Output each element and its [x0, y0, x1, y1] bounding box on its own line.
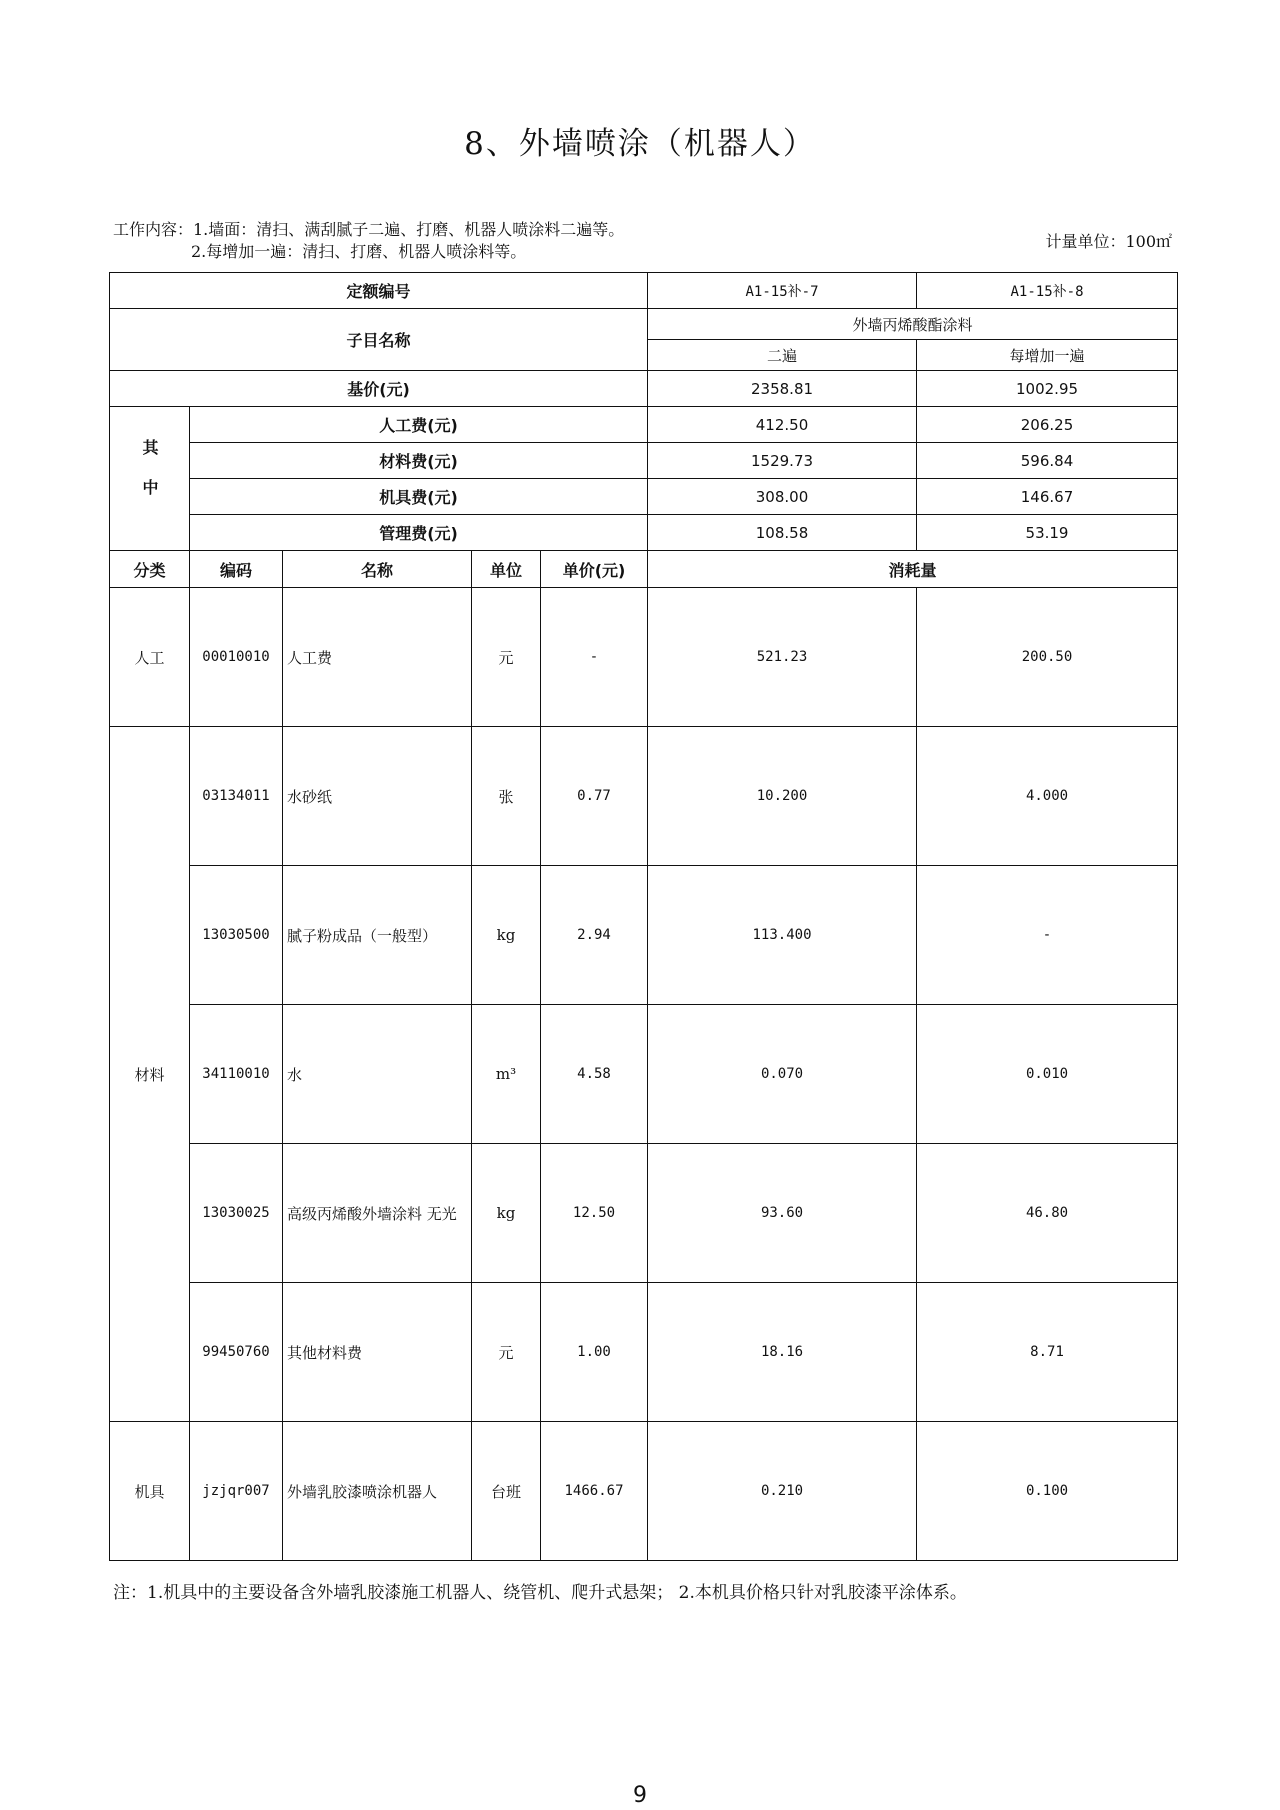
- consumption-1-cell: 113.400: [648, 866, 917, 1005]
- machine-cost-label: 机具费(元): [190, 479, 648, 515]
- table-row: [110, 1422, 1178, 1561]
- table-row: [110, 1283, 1178, 1422]
- quota-table: [109, 272, 1178, 1561]
- work-content-line-1: 工作内容：1.墙面：清扫、满刮腻子二遍、打磨、机器人喷涂料二遍等。: [113, 220, 625, 239]
- item-name-cell: 人工费: [283, 588, 472, 727]
- category-cell: 机具: [110, 1422, 190, 1561]
- base-price-1: 2358.81: [648, 371, 917, 407]
- labor-cost-2: 206.25: [917, 407, 1178, 443]
- item-price-cell: 0.77: [541, 727, 648, 866]
- management-cost-2: 53.19: [917, 515, 1178, 551]
- column-header-name: 名称: [283, 551, 472, 588]
- consumption-2-cell: 46.80: [917, 1144, 1178, 1283]
- management-cost-label: 管理费(元): [190, 515, 648, 551]
- among-text: 其中: [140, 438, 159, 519]
- item-name-1: 二遍: [648, 340, 917, 371]
- item-unit-cell: 张: [472, 727, 541, 866]
- table-row: [110, 866, 1178, 1005]
- item-code-cell: 00010010: [190, 588, 283, 727]
- item-price-cell: 2.94: [541, 866, 648, 1005]
- table-row: [110, 727, 1178, 866]
- measurement-unit: 计量单位：100㎡: [1045, 232, 1172, 251]
- column-header-unit: 单位: [472, 551, 541, 588]
- item-price-cell: 4.58: [541, 1005, 648, 1144]
- item-code-cell: jzjqr007: [190, 1422, 283, 1561]
- consumption-2-cell: 0.100: [917, 1422, 1178, 1561]
- quota-code-2: A1-15补-8: [917, 273, 1178, 309]
- column-header-category: 分类: [110, 551, 190, 588]
- category-cell: 人工: [110, 588, 190, 727]
- quota-code-1: A1-15补-7: [648, 273, 917, 309]
- management-cost-1: 108.58: [648, 515, 917, 551]
- material-cost-label: 材料费(元): [190, 443, 648, 479]
- consumption-1-cell: 0.210: [648, 1422, 917, 1561]
- item-unit-cell: 台班: [472, 1422, 541, 1561]
- material-cost-1: 1529.73: [648, 443, 917, 479]
- quota-code-label: 定额编号: [110, 273, 648, 309]
- item-code-cell: 13030500: [190, 866, 283, 1005]
- footnote: 注：1.机具中的主要设备含外墙乳胶漆施工机器人、绕管机、爬升式悬架； 2.本机具价格只针对乳胶漆平涂体系。: [113, 1583, 967, 1603]
- consumption-1-cell: 10.200: [648, 727, 917, 866]
- item-unit-cell: 元: [472, 1283, 541, 1422]
- table-row: [110, 588, 1178, 727]
- item-name-label: 子目名称: [110, 309, 648, 371]
- base-price-2: 1002.95: [917, 371, 1178, 407]
- work-content: [113, 219, 624, 263]
- column-header-consumption: 消耗量: [648, 551, 1178, 588]
- page-title: 8、外墙喷涂（机器人）: [464, 126, 816, 162]
- base-price-label: 基价(元): [110, 371, 648, 407]
- item-price-cell: 12.50: [541, 1144, 648, 1283]
- consumption-2-cell: 0.010: [917, 1005, 1178, 1144]
- item-name-cell: 水砂纸: [283, 727, 472, 866]
- item-price-cell: 1466.67: [541, 1422, 648, 1561]
- consumption-1-cell: 521.23: [648, 588, 917, 727]
- page-number: 9: [633, 1783, 647, 1808]
- work-content-line-2: 2.每增加一遍：清扫、打磨、机器人喷涂料等。: [191, 242, 527, 261]
- consumption-1-cell: 0.070: [648, 1005, 917, 1144]
- machine-cost-1: 308.00: [648, 479, 917, 515]
- machine-cost-2: 146.67: [917, 479, 1178, 515]
- column-header-price: 单价(元): [541, 551, 648, 588]
- category-cell: 材料: [110, 727, 190, 1422]
- labor-cost-1: 412.50: [648, 407, 917, 443]
- table-row: [110, 1005, 1178, 1144]
- item-unit-cell: kg: [472, 1144, 541, 1283]
- consumption-1-cell: 93.60: [648, 1144, 917, 1283]
- item-name-cell: 外墙乳胶漆喷涂机器人: [283, 1422, 472, 1561]
- among-label: [110, 407, 190, 551]
- item-unit-cell: 元: [472, 588, 541, 727]
- consumption-2-cell: 4.000: [917, 727, 1178, 866]
- labor-cost-label: 人工费(元): [190, 407, 648, 443]
- item-code-cell: 13030025: [190, 1144, 283, 1283]
- item-name-cell: 腻子粉成品（一般型）: [283, 866, 472, 1005]
- item-code-cell: 99450760: [190, 1283, 283, 1422]
- table-row: [110, 1144, 1178, 1283]
- item-code-cell: 03134011: [190, 727, 283, 866]
- item-price-cell: 1.00: [541, 1283, 648, 1422]
- item-unit-cell: m³: [472, 1005, 541, 1144]
- item-group-name: 外墙丙烯酸酯涂料: [648, 309, 1178, 340]
- item-name-cell: 其他材料费: [283, 1283, 472, 1422]
- column-header-code: 编码: [190, 551, 283, 588]
- item-name-cell: 水: [283, 1005, 472, 1144]
- consumption-2-cell: 200.50: [917, 588, 1178, 727]
- item-price-cell: -: [541, 588, 648, 727]
- consumption-2-cell: 8.71: [917, 1283, 1178, 1422]
- item-name-cell: 高级丙烯酸外墙涂料 无光: [283, 1144, 472, 1283]
- consumption-2-cell: -: [917, 866, 1178, 1005]
- item-name-2: 每增加一遍: [917, 340, 1178, 371]
- consumption-1-cell: 18.16: [648, 1283, 917, 1422]
- material-cost-2: 596.84: [917, 443, 1178, 479]
- item-code-cell: 34110010: [190, 1005, 283, 1144]
- item-unit-cell: kg: [472, 866, 541, 1005]
